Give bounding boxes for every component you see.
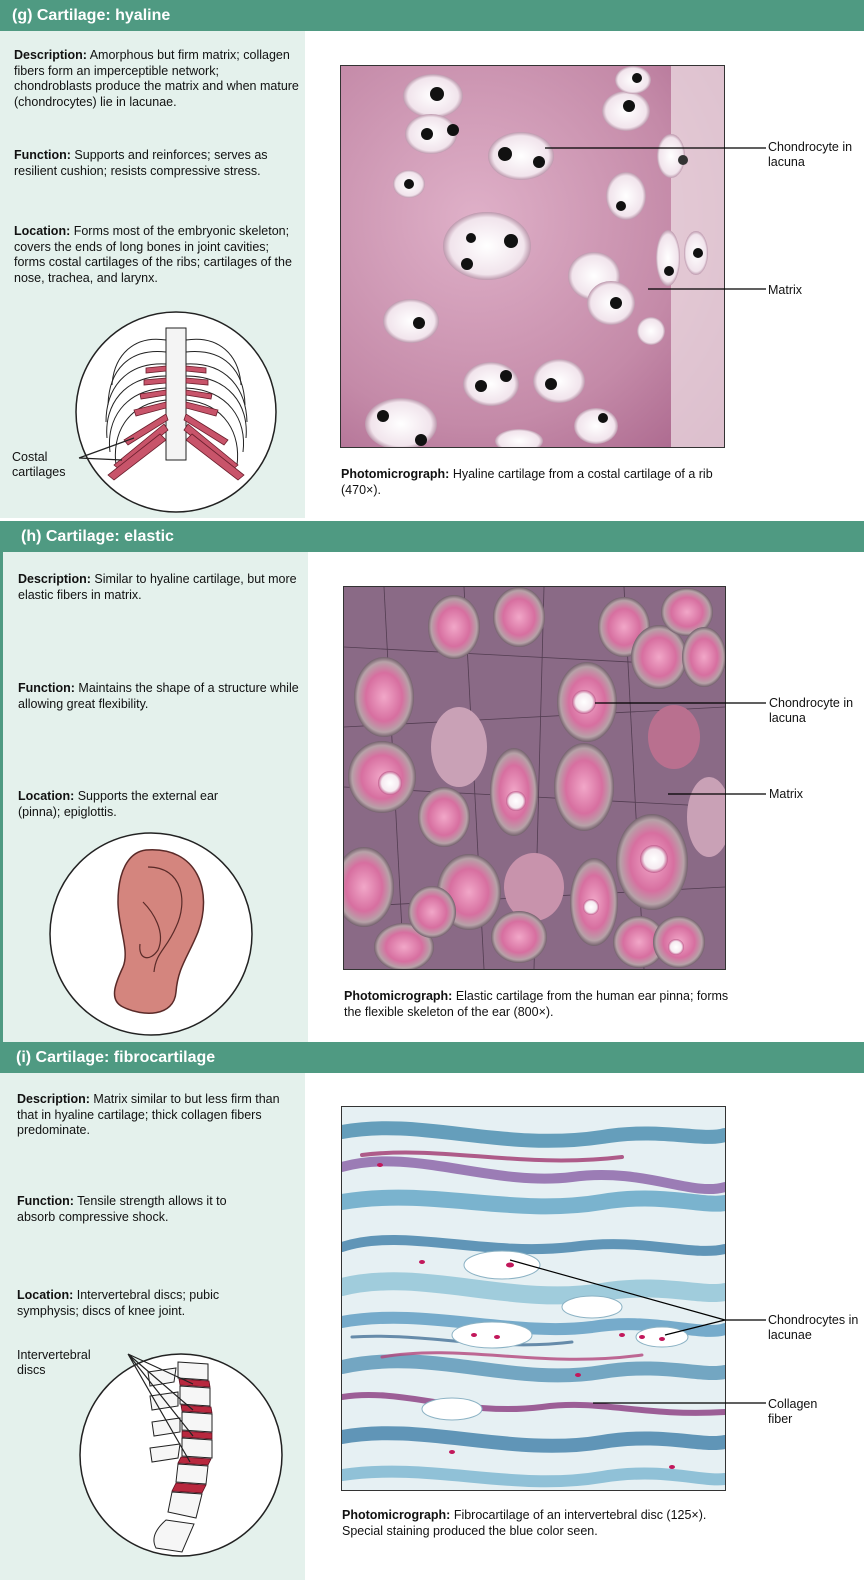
location-fibrocartilage [17,1288,267,1319]
spine-illustration [78,1352,284,1558]
intervertebral-discs-label: Intervertebral discs [17,1348,91,1377]
caption-fibrocartilage [342,1508,722,1539]
section-header-hyaline: (g) Cartilage: hyaline [0,0,864,31]
location-label: Location: [14,224,71,238]
description-hyaline [14,48,299,110]
collagen-fiber-label: Collagen fiber [768,1397,818,1426]
function-elastic [18,681,303,712]
caption-elastic [344,989,734,1020]
location-label: Location: [17,1288,74,1302]
chondrocyte-label-elastic: Chondrocyte in lacuna [769,696,854,725]
location-text: Intervertebral discs; pubic symphysis; discs of knee joint. [17,1288,220,1318]
elastic-leader-lines [590,695,770,805]
description-text: Matrix similar to but less firm than that in hyaline cartilage; thick collagen fibers predominate. [17,1092,280,1137]
description-label: Description: [18,572,91,586]
caption-label: Photomicrograph: [341,467,450,481]
section-header-fibrocartilage: (i) Cartilage: fibrocartilage [0,1042,864,1073]
ear-illustration [48,832,254,1036]
description-fibrocartilage [17,1092,302,1139]
caption-text: Elastic cartilage from the human ear pinna; forms the flexible skeleton of the ear (800×). [344,989,729,1019]
location-text: Supports the external ear (pinna); epiglottis. [18,789,219,819]
location-hyaline [14,224,299,286]
location-elastic [18,789,258,820]
caption-hyaline [341,467,721,498]
function-text: Maintains the shape of a structure while allowing great flexibility. [18,681,299,711]
description-text: Similar to hyaline cartilage, but more elastic fibers in matrix. [18,572,297,602]
section-header-elastic: (h) Cartilage: elastic [0,521,864,552]
caption-text: Fibrocartilage of an intervertebral disc (125×). Special staining produced the blue color seen. [342,1508,707,1538]
function-fibrocartilage [17,1194,267,1225]
function-hyaline [14,148,299,179]
chondrocytes-label-fibro: Chondrocytes in lacunae [768,1313,859,1342]
function-label: Function: [18,681,75,695]
fibro-leader-lines [505,1255,770,1405]
hyaline-leader-lines [540,140,770,300]
caption-text: Hyaline cartilage from a costal cartilage of a rib (470×). [341,467,713,497]
caption-label: Photomicrograph: [342,1508,451,1522]
description-text: Amorphous but firm matrix; collagen fibers form an imperceptible network; chondroblasts produce the matrix and when mature (chondrocytes) lie in lacunae. [14,48,299,109]
location-label: Location: [18,789,75,803]
description-label: Description: [14,48,87,62]
location-text: Forms most of the embryonic skeleton; covers the ends of long bones in joint cavities; forms costal cartilages of the ribs; cartilages of the nose, trachea, and larynx. [14,224,292,285]
costal-cartilages-label: Costal cartilages [12,450,66,479]
caption-label: Photomicrograph: [344,989,453,1003]
matrix-label-hyaline: Matrix [768,283,803,297]
function-text: Supports and reinforces; serves as resilient cushion; resists compressive stress. [14,148,268,178]
function-label: Function: [17,1194,74,1208]
function-text: Tensile strength allows it to absorb compressive shock. [17,1194,227,1224]
description-label: Description: [17,1092,90,1106]
chondrocyte-label-hyaline: Chondrocyte in lacuna [768,140,853,169]
matrix-label-elastic: Matrix [769,787,804,801]
description-elastic [18,572,303,603]
function-label: Function: [14,148,71,162]
rib-cage-illustration [74,310,279,515]
